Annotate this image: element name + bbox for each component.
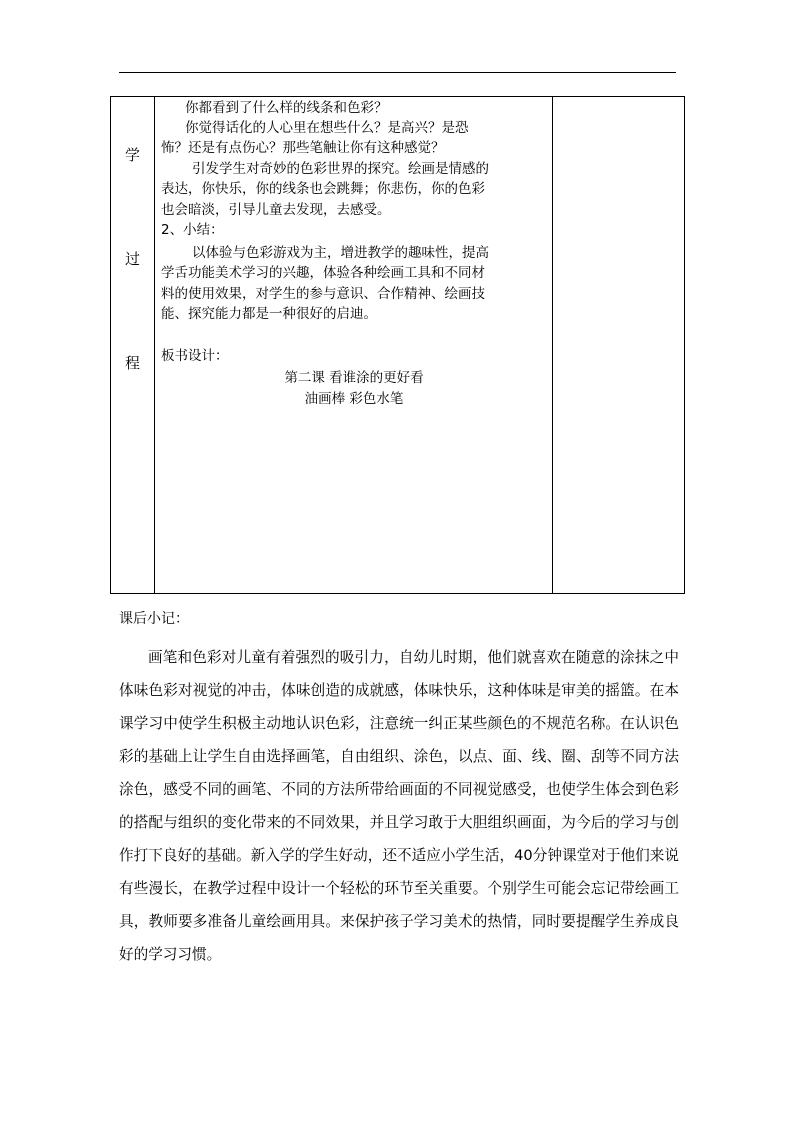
- remark-cell: [553, 97, 684, 593]
- question-line: 你都看到了什么样的线条和色彩？: [185, 100, 388, 116]
- summary-line: 以体验与色彩游戏为主，增进教学的趣味性，提高: [192, 245, 489, 261]
- text-line: 也会暗淡，引导儿童去发现，去感受。: [161, 202, 391, 218]
- summary-line: 能、探究能力都是一种很好的启迪。: [161, 306, 377, 322]
- after-class-paragraph: 画笔和色彩对儿童有着强烈的吸引力，自幼儿时期，他们就喜欢在随意的涂抹之中体味色彩对视觉的冲击，体味创造的成就感，体味快乐，这种体味是审美的摇篮。在本课学习中使学生积极主动地认识色彩，注意统一纠正某些颜色的不规范名称。在认识色彩的基础上让学生自由选择画笔，自由组织、涂色，以点、面、线、圈、刮等不同方法涂色，感受不同的画笔、不同的方法所带给画面的不同视觉感受，也使学生体会到色彩的搭配与组织的变化带来的不同效果，并且学习敢于大胆组织画面，为今后的学习与创作打下良好的基础。新入学的学生好动，还不适应小学生活，40分钟课堂对于他们来说有些漫长，在教学过程中设计一个轻松的环节至关重要。个别学生可能会忘记带绘画工具，教师要多准备儿童绘画用具。来保护孩子学习美术的热情，同时要提醒学生养成良好的学习习惯。: [119, 649, 679, 963]
- section-label-column: [111, 97, 155, 593]
- process-content-cell: [155, 97, 553, 593]
- summary-line: 学舌功能美术学习的兴趣，体验各种绘画工具和不同材: [161, 265, 485, 281]
- lesson-table: [110, 96, 685, 594]
- label-char-guo: 过: [124, 250, 140, 268]
- board-design-title: 第二课 看谁涂的更好看: [284, 370, 424, 386]
- summary-line: 料的使用效果，对学生的参与意识、合作精神、绘画技: [161, 286, 485, 302]
- header-rule: [119, 72, 676, 73]
- board-design-tools: 油画棒 彩色水笔: [304, 391, 404, 407]
- text-line: 引发学生对奇妙的色彩世界的探究。绘画是情感的: [192, 161, 489, 177]
- board-design-heading: 板书设计：: [161, 348, 229, 364]
- question-line: 你觉得话化的人心里在想些什么？是高兴？是恐: [185, 120, 469, 136]
- label-char-cheng: 程: [124, 354, 140, 372]
- summary-heading: 2、小结：: [161, 222, 224, 238]
- label-char-xue: 学: [124, 146, 140, 164]
- question-line: 怖？还是有点伤心？那些笔触让你有这种感觉？: [161, 140, 445, 156]
- text-line: 表达，你快乐，你的线条也会跳舞；你悲伤，你的色彩: [161, 181, 485, 197]
- after-class-title: 课后小记：: [119, 611, 189, 627]
